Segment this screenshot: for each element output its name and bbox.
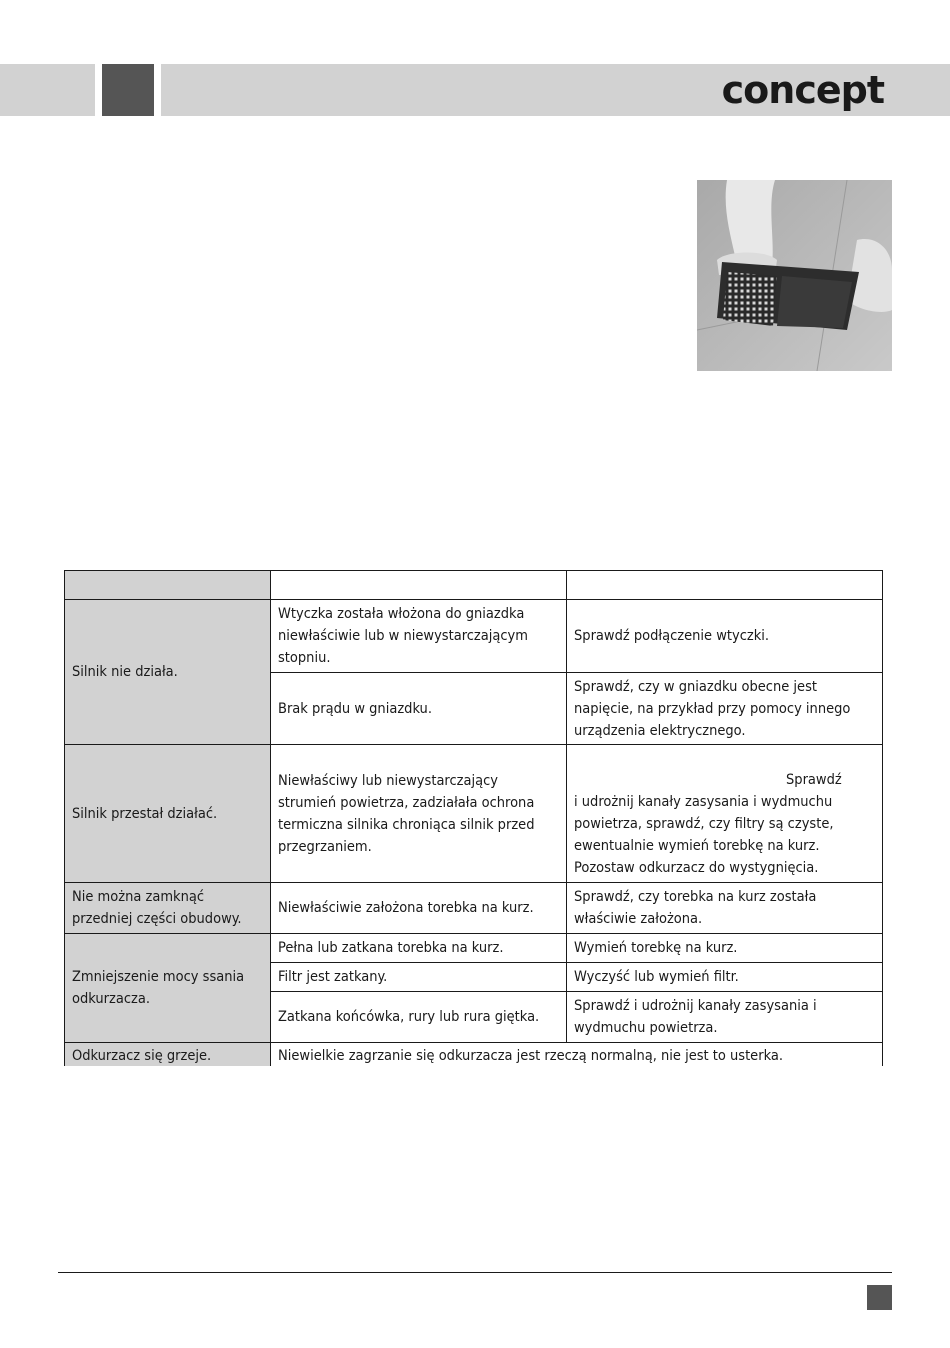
cause-cell: Niewłaściwie założona torebka na kurz.: [271, 883, 567, 934]
page-number-box: [867, 1285, 892, 1310]
problem-cell: Zmniejszenie mocy ssania odkurzacza.: [65, 934, 271, 1043]
solution-cell: Wymień torebkę na kurz.: [567, 934, 883, 963]
table-row: [65, 600, 883, 673]
cause-cell: Niewłaściwy lub niewystarczający strumień powietrza, zadziałała ochrona termiczna silnika chroniąca silnik przed przegrzaniem.: [271, 745, 567, 883]
table-row: [65, 745, 883, 883]
cause-cell: Zatkana końcówka, rury lub rura giętka.: [271, 992, 567, 1043]
note-cell: Niewielkie zagrzanie się odkurzacza jest rzeczą normalną, nie jest to usterka.: [271, 1043, 883, 1072]
brand-logo: concept: [721, 68, 884, 112]
problem-cell: Silnik przestał działać.: [65, 745, 271, 883]
table-header-row: [65, 571, 883, 600]
page-lower-area: [0, 1066, 950, 1348]
cause-cell: Pełna lub zatkana torebka na kurz.: [271, 934, 567, 963]
solution-cell: Sprawdź podłączenie wtyczki.: [567, 600, 883, 673]
problem-cell: Nie można zamknąć przedniej części obudowy.: [65, 883, 271, 934]
footer-divider: [58, 1272, 892, 1273]
cause-cell: Brak prądu w gniazdku.: [271, 673, 567, 745]
header-problem-cell: [65, 571, 271, 600]
solution-cell: Sprawdź, czy torebka na kurz została właściwie założona.: [567, 883, 883, 934]
header-solution-cell: [567, 571, 883, 600]
troubleshooting-table: [64, 570, 883, 1072]
header-bar-left: [0, 64, 95, 116]
table-row: [65, 883, 883, 934]
header-chapter-square: [102, 64, 154, 116]
solution-rest: i udrożnij kanały zasysania i wydmuchu powietrza, sprawdź, czy filtry są czyste, ewentualnie wymień torebkę na kurz. Pozostaw odkurzacz do wystygnięcia.: [574, 794, 834, 876]
header-cause-cell: [271, 571, 567, 600]
problem-cell: Odkurzacz się grzeje.: [65, 1043, 271, 1072]
filter-photo-icon: [697, 180, 892, 371]
solution-cell: [567, 745, 883, 883]
solution-line-top: Sprawdź: [786, 772, 842, 788]
cause-cell: Filtr jest zatkany.: [271, 963, 567, 992]
cause-cell: Wtyczka została włożona do gniazdka niewłaściwie lub w niewystarczającym stopniu.: [271, 600, 567, 673]
solution-cell: Wyczyść lub wymień filtr.: [567, 963, 883, 992]
table-row: [65, 934, 883, 963]
problem-cell: Silnik nie działa.: [65, 600, 271, 745]
solution-cell: Sprawdź i udrożnij kanały zasysania i wydmuchu powietrza.: [567, 992, 883, 1043]
solution-cell: Sprawdź, czy w gniazdku obecne jest napięcie, na przykład przy pomocy innego urządzenia elektrycznego.: [567, 673, 883, 745]
